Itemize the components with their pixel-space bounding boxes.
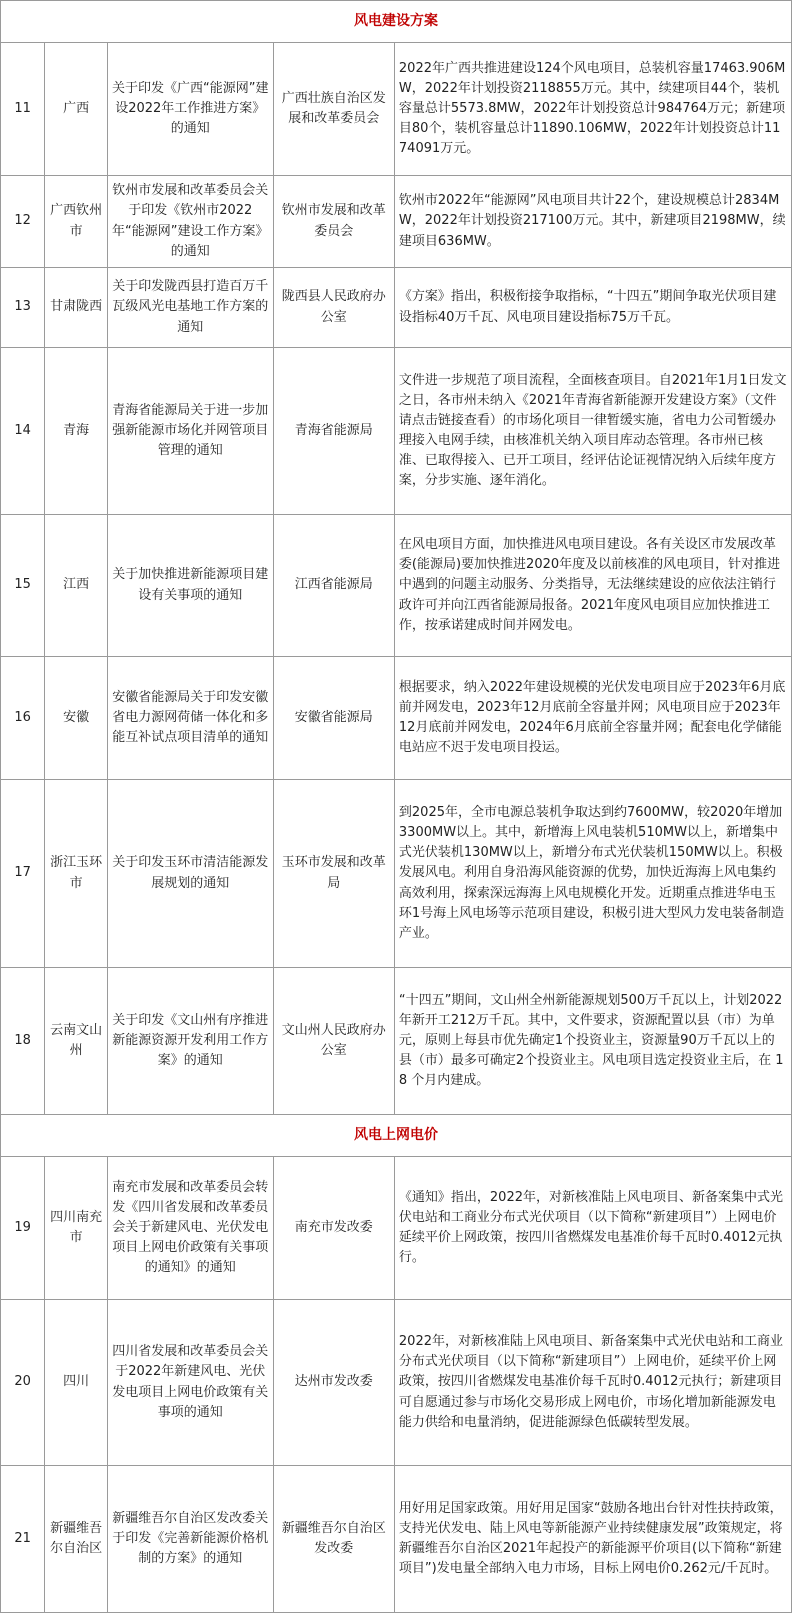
row-department: 文山州人民政府办公室 <box>273 968 394 1115</box>
section-header <box>1 1 792 43</box>
row-region: 甘肃陇西 <box>45 268 108 348</box>
row-department: 安徽省能源局 <box>273 657 394 780</box>
row-department: 青海省能源局 <box>273 348 394 515</box>
row-content: 钦州市2022年“能源网”风电项目共计22个，建设规模总计2834MW，2022年计划投资217100万元。其中，新建项目2198MW，续建项目636MW。 <box>394 176 791 268</box>
row-document-title: 南充市发展和改革委员会转发《四川省发展和改革委员会关于新建风电、光伏发电项目上网电价政策有关事项的通知》的通知 <box>107 1157 273 1300</box>
row-number: 14 <box>1 348 45 515</box>
row-number: 16 <box>1 657 45 780</box>
row-region: 江西 <box>45 515 108 657</box>
table-row <box>1 968 792 1115</box>
row-document-title: 钦州市发展和改革委员会关于印发《钦州市2022年“能源网”建设工作方案》的通知 <box>107 176 273 268</box>
row-content: 《方案》指出，积极衔接争取指标，“十四五”期间争取光伏项目建设指标40万千瓦、风电项目建设指标75万千瓦。 <box>394 268 791 348</box>
row-region: 广西 <box>45 43 108 176</box>
row-number: 17 <box>1 780 45 968</box>
row-document-title: 四川省发展和改革委员会关于2022年新建风电、光伏发电项目上网电价政策有关事项的通知 <box>107 1300 273 1466</box>
row-region: 青海 <box>45 348 108 515</box>
row-content: “十四五”期间，文山州全州新能源规划500万千瓦以上，计划2022年新开工212万千瓦。其中，文件要求，资源配置以县（市）为单元，原则上每县市优先确定1个投资业主，资源量90万千瓦以上的县（市）最多可确定2个投资业主。风电项目选定投资业主后，在 18 个月内建成。 <box>394 968 791 1115</box>
row-department: 江西省能源局 <box>273 515 394 657</box>
row-document-title: 关于印发《文山州有序推进新能源资源开发利用工作方案》的通知 <box>107 968 273 1115</box>
row-document-title: 关于印发《广西“能源网”建设2022年工作推进方案》的通知 <box>107 43 273 176</box>
row-department: 陇西县人民政府办公室 <box>273 268 394 348</box>
table-row <box>1 1300 792 1466</box>
table-row <box>1 348 792 515</box>
table-row <box>1 780 792 968</box>
row-document-title: 关于印发玉环市清洁能源发展规划的通知 <box>107 780 273 968</box>
row-document-title: 关于加快推进新能源项目建设有关事项的通知 <box>107 515 273 657</box>
table-row <box>1 176 792 268</box>
row-region: 广西钦州市 <box>45 176 108 268</box>
row-content: 在风电项目方面，加快推进风电项目建设。各有关设区市发展改革委(能源局)要加快推进2020年度及以前核准的风电项目，针对推进中遇到的问题主动服务、分类指导，无法继续建设的应依法注销行政许可并向江西省能源局报备。2021年度风电项目应加快推进工作，按承诺建成时间并网发电。 <box>394 515 791 657</box>
row-number: 12 <box>1 176 45 268</box>
row-content: 根据要求，纳入2022年建设规模的光伏发电项目应于2023年6月底前并网发电，2023年12月底前全容量并网；风电项目应于2023年12月底前并网发电，2024年6月底前全容量并网；配套电化学储能电站应不迟于发电项目投运。 <box>394 657 791 780</box>
row-department: 钦州市发展和改革委员会 <box>273 176 394 268</box>
table-row <box>1 515 792 657</box>
row-number: 18 <box>1 968 45 1115</box>
row-department: 广西壮族自治区发展和改革委员会 <box>273 43 394 176</box>
row-number: 13 <box>1 268 45 348</box>
row-document-title: 新疆维吾尔自治区发改委关于印发《完善新能源价格机制的方案》的通知 <box>107 1466 273 1613</box>
row-content: 文件进一步规范了项目流程，全面核查项目。自2021年1月1日发文之日，各市州未纳入《2021年青海省新能源开发建设方案》（文件请点击链接查看）的市场化项目一律暂缓实施，省电力公司暂缓办理接入电网手续，由核准机关纳入项目库动态管理。各市州已核准、已取得接入、已开工项目，经评估论证视情况纳入后续年度方案，分步实施、逐年消化。 <box>394 348 791 515</box>
table-row <box>1 657 792 780</box>
row-content: 用好用足国家政策。用好用足国家“鼓励各地出台针对性扶持政策，支持光伏发电、陆上风电等新能源产业持续健康发展”政策规定，将新疆维吾尔自治区2021年起投产的新能源平价项目(以下简称“新建项目”)发电量全部纳入电力市场，目标上网电价0.262元/千瓦时。 <box>394 1466 791 1613</box>
row-number: 11 <box>1 43 45 176</box>
table-row <box>1 43 792 176</box>
row-document-title: 青海省能源局关于进一步加强新能源市场化并网管项目管理的通知 <box>107 348 273 515</box>
row-number: 21 <box>1 1466 45 1613</box>
row-department: 达州市发改委 <box>273 1300 394 1466</box>
row-document-title: 关于印发陇西县打造百万千瓦级风光电基地工作方案的通知 <box>107 268 273 348</box>
policy-table-body <box>1 1 792 1613</box>
row-content: 《通知》指出，2022年，对新核准陆上风电项目、新备案集中式光伏电站和工商业分布式光伏项目（以下简称“新建项目”）上网电价延续平价上网政策，按四川省燃煤发电基准价每千瓦时0.4012元执行。 <box>394 1157 791 1300</box>
row-region: 安徽 <box>45 657 108 780</box>
section-title: 风电建设方案 <box>1 1 792 43</box>
row-department: 新疆维吾尔自治区发改委 <box>273 1466 394 1613</box>
row-document-title: 安徽省能源局关于印发安徽省电力源网荷储一体化和多能互补试点项目清单的通知 <box>107 657 273 780</box>
row-region: 新疆维吾尔自治区 <box>45 1466 108 1613</box>
row-number: 20 <box>1 1300 45 1466</box>
row-region: 浙江玉环市 <box>45 780 108 968</box>
row-content: 到2025年，全市电源总装机争取达到约7600MW，较2020年增加3300MW以上。其中，新增海上风电装机510MW以上，新增集中式光伏装机130MW以上，新增分布式光伏装机150MW以上。积极发展风电。利用自身沿海风能资源的优势，加快近海海上风电集约高效利用，探索深远海海上风电规模化开发。近期重点推进华电玉环1号海上风电场等示范项目建设，积极引进大型风力发电装备制造产业。 <box>394 780 791 968</box>
row-number: 19 <box>1 1157 45 1300</box>
row-region: 四川 <box>45 1300 108 1466</box>
row-department: 玉环市发展和改革局 <box>273 780 394 968</box>
row-department: 南充市发改委 <box>273 1157 394 1300</box>
section-title: 风电上网电价 <box>1 1115 792 1157</box>
row-content: 2022年广西共推进建设124个风电项目，总装机容量17463.906MW，2022年计划投资2118855万元。其中，续建项目44个，装机容量总计5573.8MW，2022年计划投资总计984764万元；新建项目80个，装机容量总计11890.106MW，2022年计划投资总计1174091万元。 <box>394 43 791 176</box>
row-number: 15 <box>1 515 45 657</box>
row-content: 2022年，对新核准陆上风电项目、新备案集中式光伏电站和工商业分布式光伏项目（以下简称“新建项目”）上网电价，延续平价上网政策，按四川省燃煤发电基准价每千瓦时0.4012元执行；新建项目可自愿通过参与市场化交易形成上网电价，市场化增加新能源发电能力供给和电量消纳，促进能源绿色低碳转型发展。 <box>394 1300 791 1466</box>
row-region: 四川南充市 <box>45 1157 108 1300</box>
table-row <box>1 1157 792 1300</box>
table-row <box>1 268 792 348</box>
row-region: 云南文山州 <box>45 968 108 1115</box>
table-row <box>1 1466 792 1613</box>
section-header <box>1 1115 792 1157</box>
